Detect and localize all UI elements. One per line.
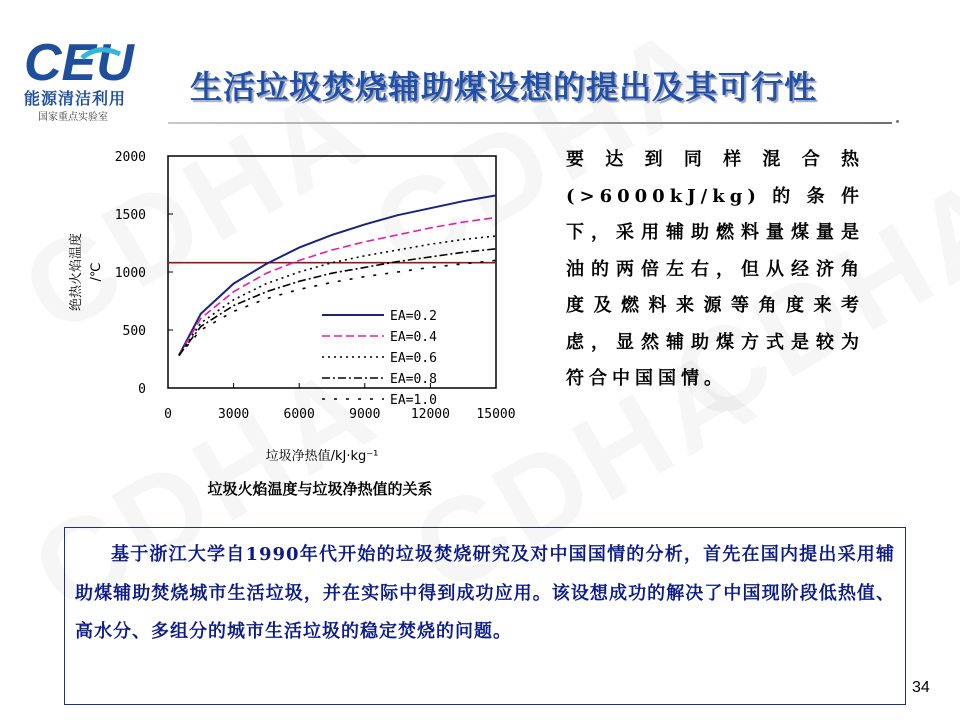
x-tick-label: 15000 xyxy=(476,407,516,422)
logo-subtitle: 国家重点实验室 xyxy=(38,112,108,123)
x-tick-label: 6000 xyxy=(283,407,315,422)
legend-label: EA=0.6 xyxy=(390,351,437,366)
y-tick-label: 0 xyxy=(138,382,146,397)
svg-text:CEU: CEU xyxy=(24,36,134,88)
y-tick-label: 2000 xyxy=(114,150,146,165)
summary-box xyxy=(64,527,906,705)
x-tick-label: 3000 xyxy=(217,407,250,422)
y-axis-unit: /℃ xyxy=(89,262,104,282)
page-number: 34 xyxy=(912,679,930,696)
legend-label: EA=1.0 xyxy=(390,393,437,408)
y-tick-label: 1000 xyxy=(114,266,146,281)
x-axis-label: 垃圾净热值/kJ·kg⁻¹ xyxy=(265,449,379,464)
legend-label: EA=0.4 xyxy=(390,330,437,345)
summary-paragraph: 基于浙江大学自1990年代开始的垃圾焚烧研究及对中国国情的分析，首先在国内提出采用辅助煤辅助焚烧城市生活垃圾，并在实际中得到成功应用。该设想成功的解决了中国现阶段低热值、高水分、多组分的城市生活垃圾的稳定焚烧的问题。 xyxy=(75,544,895,642)
series-line xyxy=(179,260,496,355)
series-line xyxy=(179,195,496,355)
chart-caption: 垃圾火焰温度与垃圾净热值的关系 xyxy=(207,480,433,498)
slide-title: 生活垃圾焚烧辅助煤设想的提出及其可行性 xyxy=(190,68,818,106)
series-line xyxy=(179,249,496,356)
series-line xyxy=(179,236,496,356)
x-tick-label: 12000 xyxy=(410,407,450,422)
legend-label: EA=0.2 xyxy=(390,309,437,324)
plot-area xyxy=(168,156,496,388)
y-axis-label: 绝热火焰温度 xyxy=(69,232,84,312)
y-tick-label: 1500 xyxy=(114,208,146,223)
right-paragraph: 要达到同样混合热(>6000kJ/kg)的条件下，采用辅助燃料量煤量是油的两倍左右，但从经济角度及燃料来源等角度来考虑，显然辅助煤方式是较为符合中国国情。 xyxy=(566,149,864,389)
x-tick-label: 0 xyxy=(164,407,172,422)
logo-name: 能源清洁利用 xyxy=(24,89,127,108)
series-line xyxy=(179,218,496,356)
x-tick-label: 9000 xyxy=(349,407,381,422)
y-tick-label: 500 xyxy=(122,324,146,339)
legend-label: EA=0.8 xyxy=(390,372,437,387)
